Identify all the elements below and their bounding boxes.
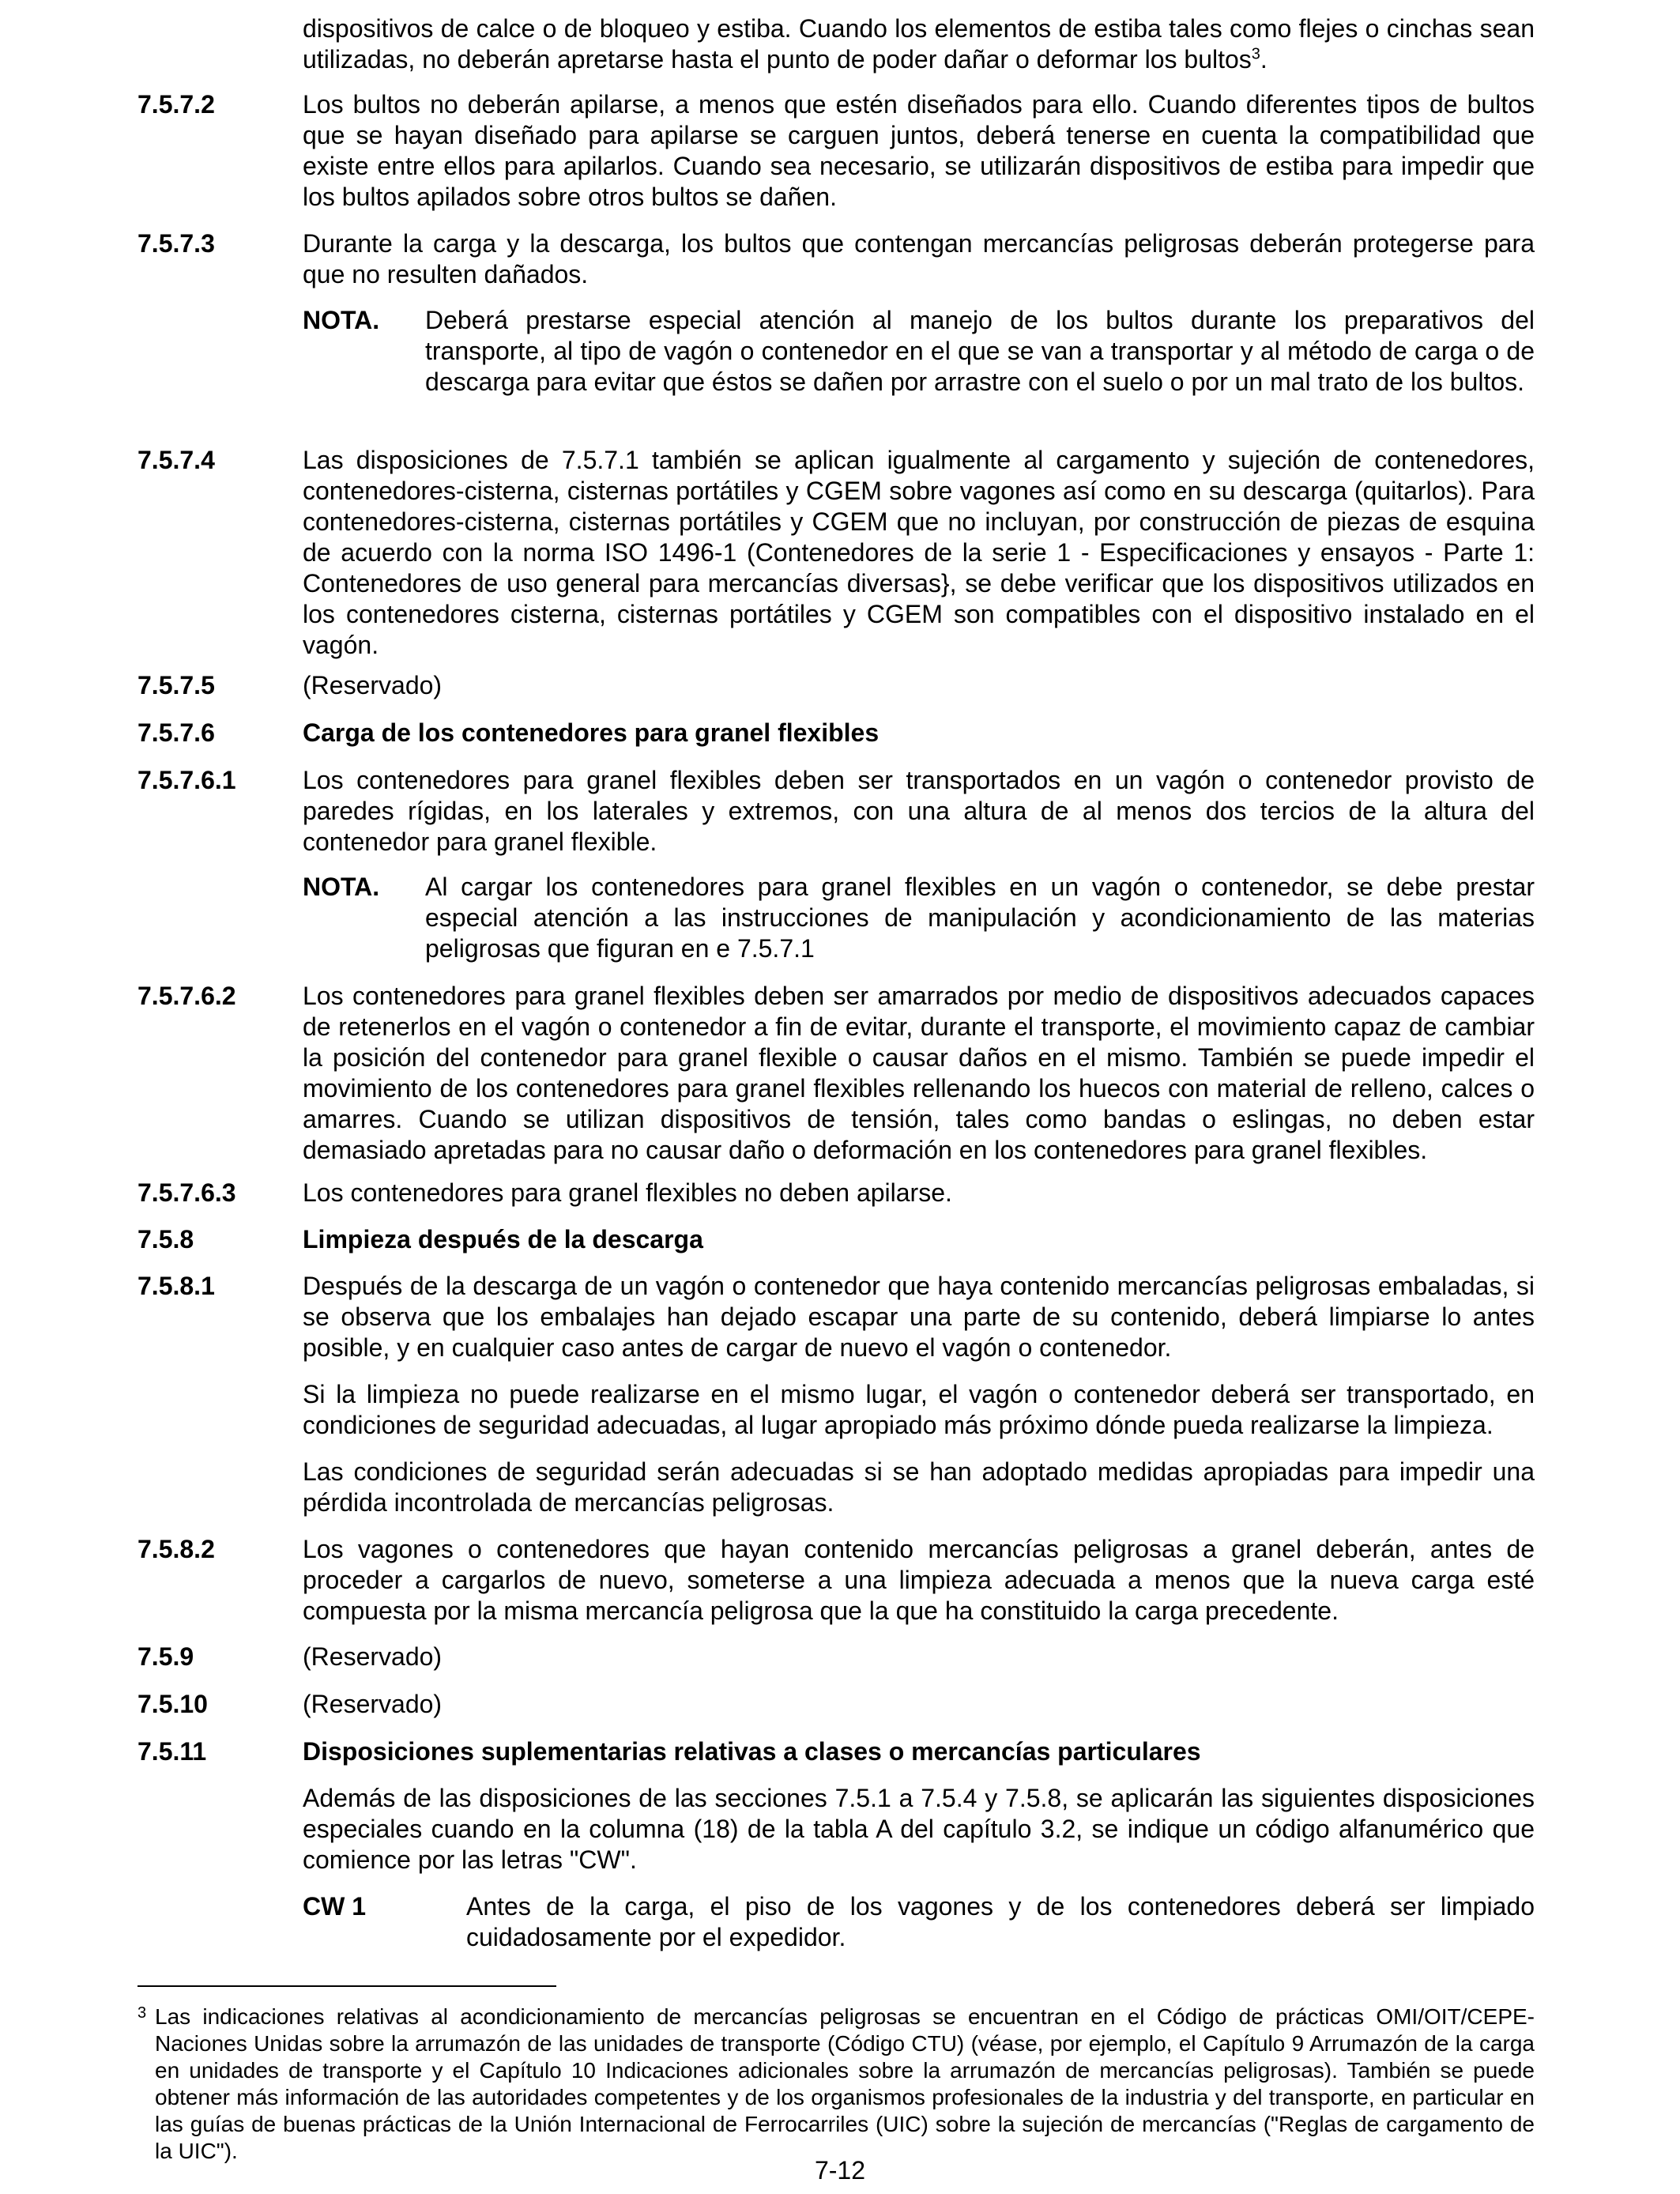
section-number-7-5-7-6: 7.5.7.6 [137, 718, 215, 747]
note-label: NOTA. [303, 306, 380, 334]
section-number-7-5-9: 7.5.9 [137, 1642, 194, 1671]
section-text-7-5-8-1-c: Las condiciones de seguridad serán adecuadas si se han adoptado medidas apropiadas para impedir una pérdida incontrolada de mercancías peligrosas. [303, 1457, 1535, 1517]
section-number-7-5-11: 7.5.11 [137, 1737, 207, 1766]
section-heading-7-5-11: Disposiciones suplementarias relativas a clases o mercancías particulares [303, 1737, 1201, 1766]
section-text-7-5-7-4: Las disposiciones de 7.5.7.1 también se aplican igualmente al cargamento y sujeción de contenedores, contenedores-cisterna, cisternas portátiles y CGEM sobre vagones así como en su descarga (quitarlos). Para contenedores-cisterna, cisternas portátiles y CGEM que no incluyan, por construcción de piezas de esquina de acuerdo con la norma ISO 1496-1 (Contenedores de la serie 1 - Especificaciones y ensayos - Parte 1: Contenedores de uso general para mercancías diversas}, se debe verificar que los dispositivos utilizados en los contenedores cisterna, cisternas portátiles y CGEM son compatibles con el dispositivo instalado en el vagón. [303, 446, 1535, 659]
section-number-7-5-10: 7.5.10 [137, 1690, 208, 1718]
section-text-7-5-7-2: Los bultos no deberán apilarse, a menos que estén diseñados para ello. Cuando diferentes tipos de bultos que se hayan diseñado para apilarse se carguen juntos, deberá tenerse en cuenta la compatibilidad que existe entre ellos para apilarlos. Cuando sea necesario, se utilizarán dispositivos de estiba para impedir que los bultos apilados sobre otros bultos se dañen. [303, 90, 1535, 211]
paragraph-end: . [1260, 45, 1268, 74]
section-number-7-5-8: 7.5.8 [137, 1225, 194, 1253]
section-number-7-5-7-4: 7.5.7.4 [137, 446, 215, 474]
footnote-text: Las indicaciones relativas al acondicionamiento de mercancías peligrosas se encuentran en el Código de prácticas OMI/OIT/CEPE-Naciones Unidas sobre la arrumazón de las unidades de transporte (Código CTU) (véase, por ejemplo, el Capítulo 9 Arrumazón de la carga en unidades de transporte y el Capítulo 10 Indicaciones adicionales sobre la arrumazón de mercancías peligrosas). También se puede obtener más información de las autoridades competentes y de los organismos profesionales de la industria y del transporte, en particular en las guías de buenas prácticas de la Unión Internacional de Ferrocarriles (UIC) sobre la sujeción de mercancías ("Reglas de cargamento de la UIC"). [155, 2004, 1535, 2163]
section-text-7-5-7-6-1: Los contenedores para granel flexibles deben ser transportados en un vagón o contenedor provisto de paredes rígidas, en los laterales y extremos, con una altura de al menos dos tercios de la altura del contenedor para granel flexible. [303, 766, 1535, 856]
footnote-reference[interactable]: 3 [1251, 45, 1260, 63]
section-heading-7-5-7-6: Carga de los contenedores para granel flexibles [303, 718, 880, 747]
note-text-1: Deberá prestarse especial atención al manejo de los bultos durante los preparativos del transporte, al tipo de vagón o contenedor en el que se van a transportar y al método de carga o de descarga para evitar que éstos se dañen por arrastre con el suelo o por un mal trato de los bultos. [425, 306, 1535, 396]
section-text-7-5-9: (Reservado) [303, 1642, 443, 1671]
section-number-7-5-7-6-2: 7.5.7.6.2 [137, 982, 236, 1010]
section-number-7-5-7-5: 7.5.7.5 [137, 671, 215, 699]
section-text-7-5-8-1-a: Después de la descarga de un vagón o contenedor que haya contenido mercancías peligrosas embaladas, si se observa que los embalajes han dejado escapar una parte de su contenido, deberá limpiarse lo antes posible, y en cualquier caso antes de cargar de nuevo el vagón o contenedor. [303, 1272, 1535, 1362]
section-text-7-5-11: Además de las disposiciones de las secciones 7.5.1 a 7.5.4 y 7.5.8, se aplicarán las siguientes disposiciones especiales cuando en la columna (18) de la tabla A del capítulo 3.2, se indique un código alfanumérico que comience por las letras "CW". [303, 1784, 1535, 1874]
page-number: 7-12 [814, 2156, 866, 2185]
note-label: NOTA. [303, 873, 380, 901]
section-text-7-5-10: (Reservado) [303, 1690, 443, 1718]
section-number-7-5-8-1: 7.5.8.1 [137, 1272, 215, 1300]
footnote-separator [137, 1985, 556, 1987]
section-text-7-5-7-3: Durante la carga y la descarga, los bultos que contengan mercancías peligrosas deberán protegerse para que no resulten dañados. [303, 229, 1535, 288]
section-text-7-5-8-1-b: Si la limpieza no puede realizarse en el mismo lugar, el vagón o contenedor deberá ser transportado, en condiciones de seguridad adecuadas, al lugar apropiado más próximo dónde pueda realizarse la limpieza. [303, 1380, 1535, 1439]
section-number-7-5-7-3: 7.5.7.3 [137, 229, 215, 258]
code-cw1-text: Antes de la carga, el piso de los vagones y de los contenedores deberá ser limpiado cuidadosamente por el expedidor. [466, 1892, 1535, 1951]
section-heading-7-5-8: Limpieza después de la descarga [303, 1225, 703, 1253]
section-number-7-5-7-6-3: 7.5.7.6.3 [137, 1178, 236, 1207]
section-number-7-5-7-6-1: 7.5.7.6.1 [137, 766, 236, 794]
paragraph-text: dispositivos de calce o de bloqueo y estiba. Cuando los elementos de estiba tales como flejes o cinchas sean utilizadas, no deberán apretarse hasta el punto de poder dañar o deformar los bultos [303, 14, 1535, 74]
note-text-2: Al cargar los contenedores para granel flexibles en un vagón o contenedor, se debe prestar especial atención a las instrucciones de manipulación y acondicionamiento de las materias peligrosas que figuran en e 7.5.7.1 [425, 873, 1535, 963]
section-text-7-5-7-5: (Reservado) [303, 671, 443, 699]
code-cw1-label: CW 1 [303, 1892, 366, 1921]
paragraph-continuation [303, 13, 1535, 75]
section-text-7-5-8-2: Los vagones o contenedores que hayan contenido mercancías peligrosas a granel deberán, antes de proceder a cargarlos de nuevo, someterse a una limpieza adecuada a menos que la nueva carga esté compuesta por la misma mercancía peligrosa que la que ha constituido la carga precedente. [303, 1535, 1535, 1625]
section-text-7-5-7-6-2: Los contenedores para granel flexibles deben ser amarrados por medio de dispositivos adecuados capaces de retenerlos en el vagón o contenedor a fin de evitar, durante el transporte, el movimiento capaz de cambiar la posición del contenedor para granel flexible o causar daños en el mismo. También se puede impedir el movimiento de los contenedores para granel flexibles rellenando los huecos con material de relleno, calces o amarres. Cuando se utilizan dispositivos de tensión, tales como bandas o eslingas, no deben estar demasiado apretadas para no causar daño o deformación en los contenedores para granel flexibles. [303, 982, 1535, 1164]
footnote-mark: 3 [137, 2004, 147, 2022]
section-number-7-5-7-2: 7.5.7.2 [137, 90, 215, 119]
section-text-7-5-7-6-3: Los contenedores para granel flexibles no deben apilarse. [303, 1178, 952, 1207]
section-number-7-5-8-2: 7.5.8.2 [137, 1535, 215, 1563]
